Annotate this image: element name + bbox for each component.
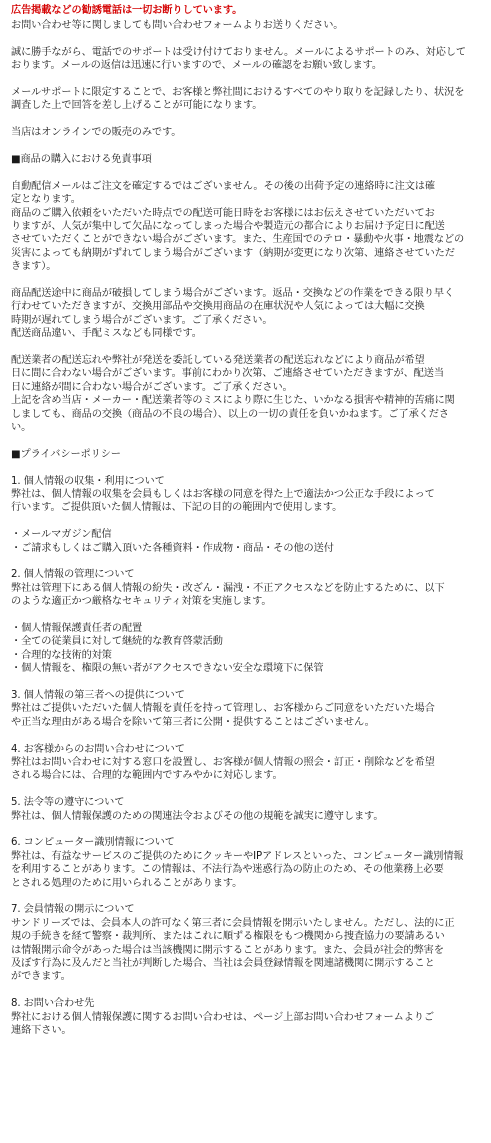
text-line: 3. 個人情報の第三者への提供について (11, 690, 185, 701)
text-line: おります。メールの返信は迅速に行いますので、メールの確認をお願い致します。 (11, 60, 382, 72)
text-line: を利用することがあります。この情報は、不法行為や迷惑行為の防止のため、その他業務上必要 (11, 864, 444, 876)
text-line: ・個人情報を、権限の無い者がアクセスできない安全な環境下に保管 (11, 663, 324, 675)
text-line: 商品配送途中に商品が破損してしまう場合がございます。返品・交換などの作業をできる限り早く (11, 288, 455, 299)
text-line: 1. 個人情報の収集・利用について (11, 475, 165, 487)
text-line: させていただくことができない場合がございます。また、生産国でのテロ・暴動や火事・地震などの (11, 234, 465, 246)
text-line: は情報開示命令があった場合は当該機関に開示することがあります。また、会員が社会的弊害を (11, 944, 444, 956)
text-line: 4. お客様からのお問い合わせについて (11, 743, 185, 755)
text-line: お問い合わせ等に関しましても問い合わせフォームよりお送りください。 (11, 20, 344, 31)
text-line: 弊社は、個人情報の収集を会員もしくはお客様の同意を得た上で適法かつ公正な手段によって (11, 489, 435, 500)
warning-notice: 広告掲載などの勧誘電話は一切お断りしています。 (11, 5, 243, 16)
text-line: 商品のご購入依頼をいただいた時点での配送可能日時をお客様にはお伝えさせていただいてお (11, 207, 435, 219)
text-line: 弊社における個人情報保護に関するお問い合わせは、ページ上部お問い合わせフォームよりご (11, 1011, 434, 1023)
text-line: 弊社は管理下にある個人情報の紛失・改ざん・漏洩・不正アクセスなどを防止するために、以下 (11, 582, 445, 594)
text-line: ・全ての従業員に対して継続的な教育啓蒙活動 (11, 636, 223, 648)
text-line: しましても、商品の交換（商品の不良の場合）、以上の一切の責任を負いかねます。ご了承くださ (11, 408, 449, 420)
text-line: ■プライバシーポリシー (11, 448, 121, 460)
text-line: とされる処理のために用いられることがあります。 (11, 877, 243, 889)
text-line: ・合理的な技術的対策 (11, 649, 112, 661)
text-line: や正当な理由がある場合を除いて第三者に公開・提供することはございません。 (11, 716, 375, 728)
text-line: 7. 会員情報の開示について (11, 904, 135, 916)
text-line: 自動配信メールはご注文を確定するではございません。その後の出荷予定の連絡時に注文は確 (11, 180, 435, 192)
text-line: ■商品の購入における免責事項 (11, 154, 152, 165)
text-line: 弊社はご提供いただいた個人情報を責任を持って管理し、お客様からご同意をいただいた場合 (11, 703, 435, 715)
text-line: 上記を含め当店・メーカー・配送業者等のミスにより際に生じた、いかなる損害や精神的苦痛に関 (11, 395, 455, 407)
text-line: 及ぼす行為に及んだと当社が判断した場合、当社は会員登録情報を関連諸機関に開示すること (11, 958, 435, 969)
text-line: ・個人情報保護責任者の配置 (11, 623, 143, 634)
text-line: ・ご請求もしくはご購入頂いた各種資料・作成物・商品・その他の送付 (11, 542, 334, 554)
text-line: される場合には、合理的な範囲内ですみやかに対応します。 (11, 770, 283, 782)
text-line: メールサポートに限定することで、お客様と弊社間におけるすべてのやり取りを記録したり、状況を (11, 87, 465, 98)
text-line: 弊社は、有益なサービスのご提供のためにクッキーやIPアドレスといった、コンピューター識別情報 (11, 850, 464, 862)
text-line: りますが、人気が集中して欠品になってしまった場合や製造元の都合によりお届け予定日に配送 (11, 221, 445, 232)
text-line: 行わせていただきますが、交換用部品や交換用商品の在庫状況や人気によっては大幅に交換 (11, 301, 425, 313)
text-line: サンドリーズでは、会員本人の許可なく第三者に会員情報を開示いたしません。ただし、法的に正 (11, 917, 455, 929)
text-line: い。 (11, 422, 32, 433)
text-line: きます）。 (11, 261, 57, 273)
text-line: 弊社は、個人情報保護のための関連法令およびその他の規範を誠実に遵守します。 (11, 810, 384, 822)
text-line: 当店はオンラインでの販売のみです。 (11, 127, 182, 139)
text-line: 配送業者の配送忘れや弊社が発送を委託している発送業者の配送忘れなどにより商品が希望 (11, 355, 425, 366)
text-line: ・メールマガジン配信 (11, 529, 112, 541)
text-line: 配送商品違い、手配ミスなども同様です。 (11, 328, 202, 340)
text-line: 時期が遅れてしまう場合がございます。ご了承ください。 (11, 314, 273, 326)
text-line: 連絡下さい。 (11, 1025, 72, 1036)
text-line: 誠に勝手ながら、電話でのサポートは受け付けておりません。メールによるサポートのみ、対応して (11, 46, 466, 58)
text-line: 調査した上で回答を差し上げることが可能になります。 (11, 100, 263, 112)
text-line: 災害によっても納期がずれてしまう場合がございます（納期が変更になり次第、連絡させていただ (11, 247, 455, 259)
text-line: 5. 法令等の遵守について (11, 797, 125, 809)
text-line: 日に連絡が間に合わない場合がございます。ご了承ください。 (11, 381, 293, 393)
text-line: 日に間に合わない場合がございます。事前にわかり次第、ご連絡させていただきますが、配送当 (11, 368, 444, 380)
text-line: 2. 個人情報の管理について (11, 569, 135, 581)
text-line: 6. コンピューター識別情報について (11, 837, 175, 849)
text-line: のような適正かつ厳格なセキュリティ対策を実施します。 (11, 596, 272, 608)
text-line: 定となります。 (11, 194, 81, 206)
text-line: 弊社はお問い合わせに対する窓口を設置し、お客様が個人情報の照会・訂正・削除などを希望 (11, 757, 435, 768)
text-line: 行います。ご提供頂いた個人情報は、下記の目的の範囲内で使用します。 (11, 502, 343, 514)
text-line: ができます。 (11, 971, 71, 983)
text-line: 8. お問い合わせ先 (11, 998, 95, 1010)
text-line: 規の手続きを経て警察・裁判所、またはこれに順ずる権限をもつ機関から捜査協力の要請あるい (11, 931, 445, 943)
